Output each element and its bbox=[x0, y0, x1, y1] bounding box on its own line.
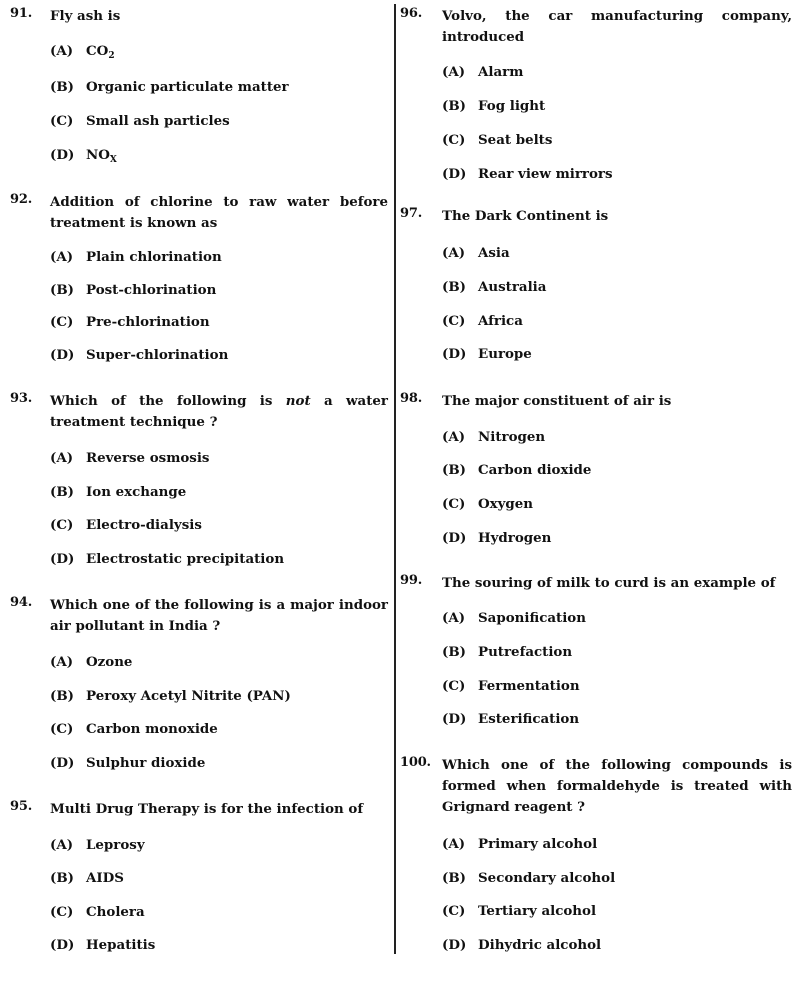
option-b[interactable] bbox=[50, 281, 216, 299]
option-text: Carbon dioxide bbox=[478, 462, 592, 478]
question-text: The Dark Continent is bbox=[442, 208, 609, 224]
column-divider bbox=[394, 4, 396, 954]
question-number: 96. bbox=[400, 6, 423, 21]
option-label: (B) bbox=[50, 870, 74, 886]
option-b[interactable] bbox=[50, 483, 186, 501]
option-a[interactable] bbox=[442, 244, 510, 262]
option-label: (C) bbox=[50, 904, 74, 920]
right-column bbox=[398, 0, 808, 1004]
emphasis-word: not bbox=[285, 393, 311, 409]
option-text: Oxygen bbox=[478, 496, 534, 512]
option-b[interactable] bbox=[442, 461, 591, 479]
option-label: (C) bbox=[50, 517, 74, 533]
option-text: Fermentation bbox=[478, 678, 580, 694]
question-text: Volvo, the car manufacturing company, introduced bbox=[442, 8, 792, 45]
option-d[interactable] bbox=[442, 936, 601, 954]
option-text: Super-chlorination bbox=[86, 347, 229, 363]
question-number: 92. bbox=[10, 192, 33, 207]
subscript: 2 bbox=[108, 51, 115, 61]
option-a[interactable] bbox=[442, 609, 586, 627]
question-text: Which one of the following is a major indoor air pollutant in India ? bbox=[50, 597, 388, 634]
question-number: 99. bbox=[400, 573, 423, 588]
option-text: Saponification bbox=[478, 610, 586, 626]
option-label: (A) bbox=[442, 64, 466, 80]
option-a[interactable] bbox=[50, 653, 132, 671]
option-c[interactable] bbox=[442, 312, 523, 330]
option-label: (D) bbox=[442, 166, 467, 182]
option-d[interactable] bbox=[442, 165, 613, 183]
question-number: 93. bbox=[10, 391, 33, 406]
option-label: (B) bbox=[50, 79, 74, 95]
question-text: Addition of chlorine to raw water before treatment is known as bbox=[50, 194, 388, 231]
option-a[interactable] bbox=[50, 248, 222, 266]
subscript: X bbox=[109, 155, 117, 165]
option-a[interactable] bbox=[442, 835, 597, 853]
option-text: Carbon monoxide bbox=[86, 721, 218, 737]
option-d[interactable] bbox=[442, 345, 532, 363]
option-label: (A) bbox=[50, 43, 74, 59]
option-text: Putrefaction bbox=[478, 644, 573, 660]
option-c[interactable] bbox=[50, 313, 210, 331]
option-text: CO bbox=[86, 43, 109, 59]
option-text: Australia bbox=[478, 279, 547, 295]
option-label: (A) bbox=[50, 249, 74, 265]
option-text: Leprosy bbox=[86, 837, 145, 853]
option-label: (B) bbox=[442, 98, 466, 114]
option-label: (A) bbox=[442, 836, 466, 852]
option-text: NO bbox=[86, 147, 110, 163]
option-text: Rear view mirrors bbox=[478, 166, 613, 182]
question-text bbox=[50, 391, 388, 433]
option-d[interactable] bbox=[50, 346, 228, 364]
option-b[interactable] bbox=[442, 97, 545, 115]
option-d[interactable] bbox=[442, 529, 551, 547]
option-text: Esterification bbox=[478, 711, 580, 727]
option-text: Africa bbox=[478, 313, 523, 329]
option-c[interactable] bbox=[442, 495, 533, 513]
question-number: 91. bbox=[10, 6, 33, 21]
option-text: Fog light bbox=[478, 98, 546, 114]
option-label: (C) bbox=[442, 678, 466, 694]
option-text: Plain chlorination bbox=[86, 249, 222, 265]
option-text: Pre-chlorination bbox=[86, 314, 210, 330]
option-text: Organic particulate matter bbox=[86, 79, 289, 95]
question-number: 94. bbox=[10, 595, 33, 610]
option-text: Post-chlorination bbox=[86, 282, 217, 298]
option-text: Dihydric alcohol bbox=[478, 937, 602, 953]
option-text: Reverse osmosis bbox=[86, 450, 210, 466]
option-label: (C) bbox=[442, 132, 466, 148]
option-d[interactable] bbox=[442, 710, 579, 728]
question-number: 100. bbox=[400, 755, 431, 770]
option-text: Sulphur dioxide bbox=[86, 755, 206, 771]
question-text: Which one of the following compounds is formed when formaldehyde is treated with Grignard reagent ? bbox=[442, 757, 792, 815]
option-text: Alarm bbox=[478, 64, 524, 80]
question-number: 97. bbox=[400, 206, 423, 221]
option-label: (A) bbox=[50, 837, 74, 853]
option-text: Electrostatic precipitation bbox=[86, 551, 285, 567]
option-text: Tertiary alcohol bbox=[478, 903, 597, 919]
question-text: The souring of milk to curd is an example of bbox=[442, 575, 776, 591]
option-a[interactable] bbox=[50, 836, 145, 854]
option-label: (D) bbox=[442, 937, 467, 953]
option-text: Ozone bbox=[86, 654, 133, 670]
question-number: 98. bbox=[400, 391, 423, 406]
option-text: Peroxy Acetyl Nitrite (PAN) bbox=[86, 688, 291, 704]
option-label: (A) bbox=[50, 654, 74, 670]
option-text: Hepatitis bbox=[86, 937, 156, 953]
option-c[interactable] bbox=[442, 902, 596, 920]
option-b[interactable] bbox=[50, 869, 124, 887]
option-text: AIDS bbox=[86, 870, 124, 886]
question-text-after: a water treatment technique ? bbox=[50, 393, 388, 430]
option-label: (A) bbox=[442, 429, 466, 445]
option-d[interactable] bbox=[50, 936, 155, 954]
left-column bbox=[0, 0, 396, 1004]
option-a[interactable] bbox=[442, 428, 545, 446]
option-label: (B) bbox=[442, 644, 466, 660]
option-c[interactable] bbox=[50, 112, 230, 130]
option-text: Small ash particles bbox=[86, 113, 230, 129]
option-b[interactable] bbox=[442, 643, 572, 661]
option-label: (D) bbox=[50, 755, 75, 771]
option-a[interactable] bbox=[442, 63, 523, 81]
option-label: (D) bbox=[442, 346, 467, 362]
option-text: Hydrogen bbox=[478, 530, 552, 546]
question-text: Multi Drug Therapy is for the infection of bbox=[50, 801, 364, 817]
option-label: (C) bbox=[442, 313, 466, 329]
option-label: (C) bbox=[50, 314, 74, 330]
option-text: Ion exchange bbox=[86, 484, 187, 500]
option-a[interactable] bbox=[50, 42, 115, 65]
option-label: (B) bbox=[50, 688, 74, 704]
option-text: Asia bbox=[478, 245, 510, 261]
option-b[interactable] bbox=[50, 78, 289, 96]
question-number: 95. bbox=[10, 799, 33, 814]
option-b[interactable] bbox=[442, 278, 546, 296]
option-text: Europe bbox=[478, 346, 532, 362]
option-c[interactable] bbox=[50, 720, 218, 738]
option-label: (B) bbox=[442, 279, 466, 295]
option-label: (B) bbox=[442, 870, 466, 886]
option-label: (A) bbox=[442, 610, 466, 626]
option-text: Electro-dialysis bbox=[86, 517, 202, 533]
option-label: (C) bbox=[442, 496, 466, 512]
option-b[interactable] bbox=[50, 687, 291, 705]
option-c[interactable] bbox=[50, 516, 202, 534]
option-label: (B) bbox=[442, 462, 466, 478]
option-a[interactable] bbox=[50, 449, 209, 467]
option-b[interactable] bbox=[442, 869, 615, 887]
option-label: (D) bbox=[50, 347, 75, 363]
option-text: Cholera bbox=[86, 904, 145, 920]
option-label: (B) bbox=[50, 282, 74, 298]
option-label: (A) bbox=[50, 450, 74, 466]
option-label: (D) bbox=[50, 147, 75, 163]
question-text-before: Which of the following is bbox=[50, 393, 273, 409]
option-label: (C) bbox=[50, 721, 74, 737]
question-text: Fly ash is bbox=[50, 8, 121, 24]
option-text: Primary alcohol bbox=[478, 836, 598, 852]
option-d[interactable] bbox=[50, 754, 205, 772]
option-label: (A) bbox=[442, 245, 466, 261]
option-label: (D) bbox=[50, 937, 75, 953]
option-text: Secondary alcohol bbox=[478, 870, 616, 886]
option-text: Nitrogen bbox=[478, 429, 546, 445]
option-c[interactable] bbox=[442, 131, 552, 149]
option-text: Seat belts bbox=[478, 132, 553, 148]
option-label: (D) bbox=[50, 551, 75, 567]
option-label: (D) bbox=[442, 530, 467, 546]
option-label: (C) bbox=[442, 903, 466, 919]
option-d[interactable] bbox=[50, 550, 284, 568]
option-label: (C) bbox=[50, 113, 74, 129]
option-c[interactable] bbox=[50, 903, 145, 921]
question-text: The major constituent of air is bbox=[442, 393, 672, 409]
option-label: (D) bbox=[442, 711, 467, 727]
option-label: (B) bbox=[50, 484, 74, 500]
option-d[interactable] bbox=[50, 146, 117, 169]
option-c[interactable] bbox=[442, 677, 580, 695]
